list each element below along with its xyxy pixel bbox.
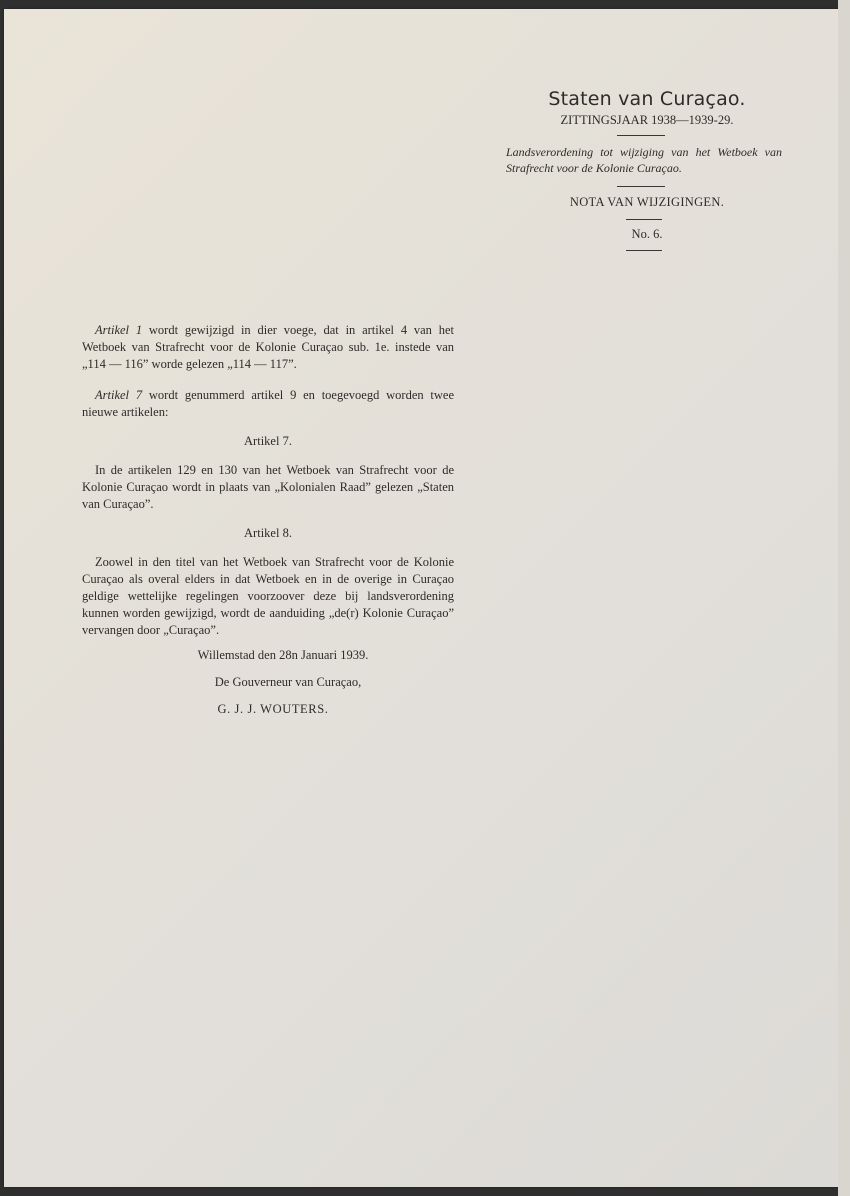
session-year: ZITTINGSJAAR 1938—1939-29.: [560, 113, 734, 127]
paragraph-text: wordt genummerd artikel 9 en toegevoegd worden twee nieuwe artikelen:: [82, 388, 455, 419]
signatory-name: G. J. J. WOUTERS.: [217, 702, 329, 716]
artikel-8-text: Zoowel in den titel van het Wetboek van Strafrecht voor de Kolonie Curaçao als overal elders in dat Wetboek en in de overige in Curaçao geldige wettelijke regelingen voorzoover deze bij landsverordening kunnen worden gewijzigd, wordt de aanduiding „de(r) Kolonie Curaçao” vervangen door „Curaçao”.: [82, 555, 454, 637]
artikel-7-text: In de artikelen 129 en 130 van het Wetboek van Strafrecht voor de Kolonie Curaçao wordt in plaats van „Kolonialen Raad” gelezen „Staten van Curaçao”.: [82, 463, 454, 511]
divider: [626, 219, 662, 220]
header-title: Staten van Curaçao.: [548, 88, 746, 110]
document-number: No. 6.: [631, 227, 663, 241]
subject-line: Landsverordening tot wijziging van het Wetboek van Strafrecht voor de Kolonie Curaçao.: [506, 145, 782, 175]
nota-heading: NOTA VAN WIJZIGINGEN.: [569, 195, 725, 209]
artikel-1-ref: Artikel 1: [95, 323, 143, 337]
divider: [626, 250, 662, 251]
place-date: Willemstad den 28n Januari 1939.: [197, 648, 369, 662]
paragraph-artikel-7: [82, 387, 454, 421]
document-header: [500, 88, 782, 257]
signatory-office: De Gouverneur van Curaçao,: [214, 675, 362, 689]
divider: [617, 186, 665, 187]
paragraph-artikel-1: [82, 322, 454, 373]
page-edge: [838, 0, 850, 1196]
artikel-7-heading: Artikel 7.: [244, 434, 292, 448]
divider: [617, 135, 665, 136]
artikel-8-heading: Artikel 8.: [244, 526, 292, 540]
paragraph-text: wordt gewijzigd in dier voege, dat in artikel 4 van het Wetboek van Strafrecht voor de Kolonie Curaçao sub. 1e. instede van „114 — 116” worde gelezen „114 — 117”.: [82, 323, 455, 371]
document-body: [82, 322, 454, 718]
artikel-7-ref: Artikel 7: [95, 388, 143, 402]
